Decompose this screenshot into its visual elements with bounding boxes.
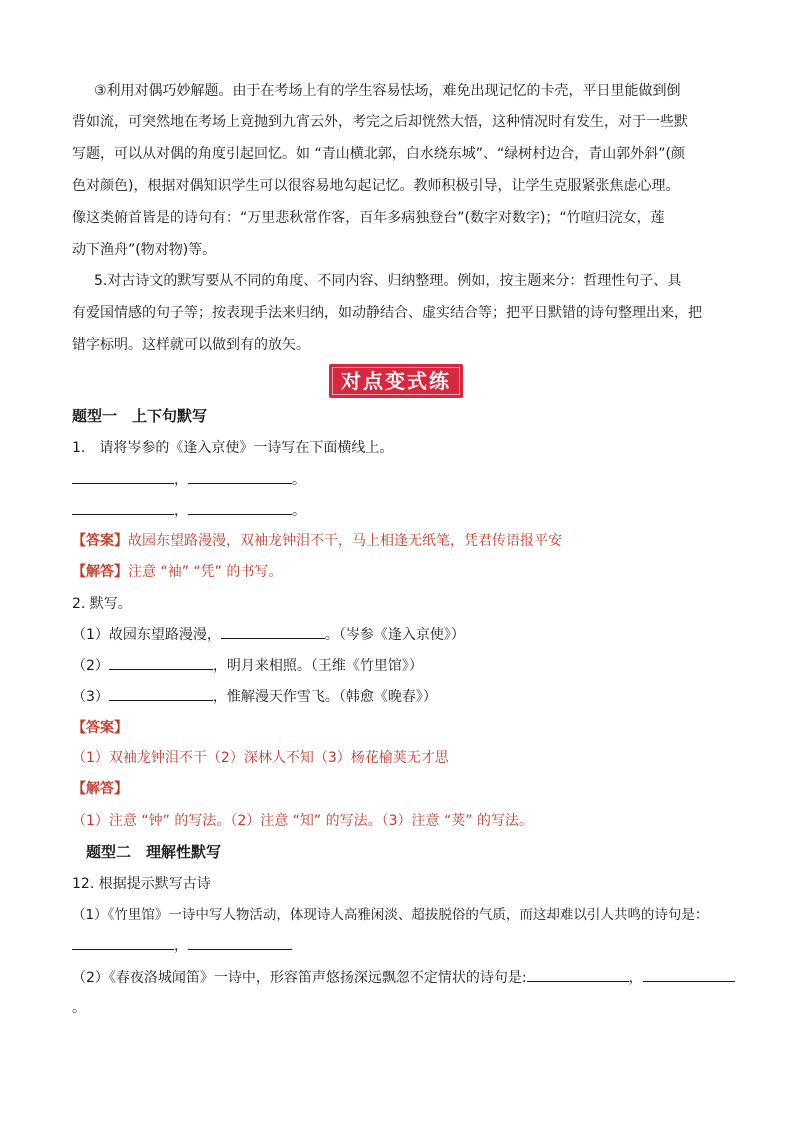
- q12-item-2-text: （2）《春夜洛城闻笛》一诗中，形容笛声悠扬深远飘忽不定情状的诗句是:: [72, 970, 527, 986]
- comma: ，: [174, 503, 188, 519]
- comma: ，: [174, 938, 188, 954]
- q2-item-3-num: （3）: [72, 689, 109, 705]
- intro-p3-line-3: 写题，可以从对偶的角度引起回忆。如 “青山横北郭，白水绕东城”、“绿树村边合，青山郭外斜”(颜: [72, 146, 685, 162]
- intro-p5-line-2: 有爱国情感的句子等；按表现手法来归纳，如动静结合、虚实结合等；把平日默错的诗句整理出来，把: [72, 305, 702, 321]
- answer-blank[interactable]: [221, 624, 325, 639]
- q2-item-1: [72, 624, 465, 646]
- q2-answer-text: （1）双袖龙钟泪不干（2）深林人不知（3）杨花榆荚无才思: [72, 750, 449, 766]
- period: 。: [292, 472, 306, 488]
- intro-p3-line-4: 色对颜色)，根据对偶知识学生可以很容易地勾起记忆。教师积极引导，让学生克服紧张焦虑心理。: [72, 178, 680, 194]
- intro-p3-line-2: 背如流，可突然地在考场上竟抛到九宵云外，考完之后却恍然大悟，这种情况时有发生，对于一些默: [72, 114, 688, 130]
- q2-explain-text: （1）注意 “钟” 的写法。（2）注意 “知” 的写法。（3）注意 “荚” 的写法。: [72, 813, 533, 829]
- period: 。: [292, 503, 306, 519]
- q2-item-3-text: ，惟解漫天作雪飞。（韩愈《晚春》）: [212, 689, 437, 705]
- q2-item-3: [72, 686, 437, 708]
- answer-blank[interactable]: [109, 655, 213, 670]
- section-1-title: 题型一 上下句默写: [72, 407, 208, 425]
- answer-blank[interactable]: [72, 469, 174, 484]
- q12-item-1: （1）《竹里馆》一诗中写人物活动，体现诗人高雅闲淡、超拔脱俗的气质，而这却难以引人共鸣的诗句是：: [72, 907, 709, 923]
- section-2-title: 题型二 理解性默写: [86, 843, 222, 861]
- q2-item-2-num: （2）: [72, 658, 109, 674]
- intro-p3-line-1: ③利用对偶巧妙解题。由于在考场上有的学生容易怯场，难免出现记忆的卡壳，平日里能做到倒: [94, 83, 681, 99]
- q1-explain: [72, 561, 282, 583]
- q2-item-2: [72, 655, 423, 677]
- comma: ，: [174, 472, 188, 488]
- q1-answer: [72, 530, 562, 552]
- q12-item-1-blanks: [72, 935, 292, 957]
- q2-item-1-text: （1）故园东望路漫漫，: [72, 627, 221, 643]
- answer-tag: 【答案】: [72, 533, 128, 549]
- answer-blank[interactable]: [72, 500, 174, 515]
- answer-text: 故园东望路漫漫，双袖龙钟泪不干，马上相逢无纸笔，凭君传语报平安: [128, 533, 562, 549]
- q12-item-2: [72, 967, 735, 989]
- answer-blank[interactable]: [527, 967, 629, 982]
- q2-item-1-source: 。（岑参《逢入京使》）: [324, 627, 465, 643]
- explain-text: 注意 “袖” “凭” 的书写。: [128, 564, 283, 580]
- explain-tag: 【解答】: [72, 564, 128, 580]
- answer-blank[interactable]: [188, 935, 292, 950]
- q1-prompt: 1. 请将岑参的《逢入京使》一诗写在下面横线上。: [72, 440, 394, 456]
- comma: ，: [628, 970, 643, 986]
- practice-banner: 对点变式练: [329, 364, 463, 398]
- answer-blank[interactable]: [643, 967, 735, 982]
- q1-blank-row-1: [72, 469, 306, 491]
- q12-end-period: 。: [72, 1000, 86, 1016]
- intro-p5-line-3: 错字标明。这样就可以做到有的放矢。: [72, 337, 310, 353]
- q2-item-2-text: ，明月来相照。（王维《竹里馆》）: [212, 658, 423, 674]
- q1-blank-row-2: [72, 500, 306, 522]
- q2-answer-tag: 【答案】: [72, 720, 128, 736]
- answer-blank[interactable]: [188, 469, 292, 484]
- q2-prompt: 2. 默写。: [72, 596, 132, 612]
- answer-blank[interactable]: [109, 686, 213, 701]
- q12-prompt: 12. 根据提示默写古诗: [72, 876, 211, 892]
- q2-explain-tag: 【解答】: [72, 781, 128, 797]
- intro-p5-line-1: 5.对古诗文的默写要从不同的角度、不同内容、归纳整理。例如，按主题来分：哲理性句子、具: [94, 273, 682, 289]
- intro-p3-line-5: 像这类俯首皆是的诗句有：“万里悲秋常作客，百年多病独登台”(数字对数字)；“竹喧归浣女，莲: [72, 210, 665, 226]
- answer-blank[interactable]: [72, 935, 174, 950]
- answer-blank[interactable]: [188, 500, 292, 515]
- intro-p3-line-6: 动下渔舟”(物对物)等。: [72, 242, 217, 258]
